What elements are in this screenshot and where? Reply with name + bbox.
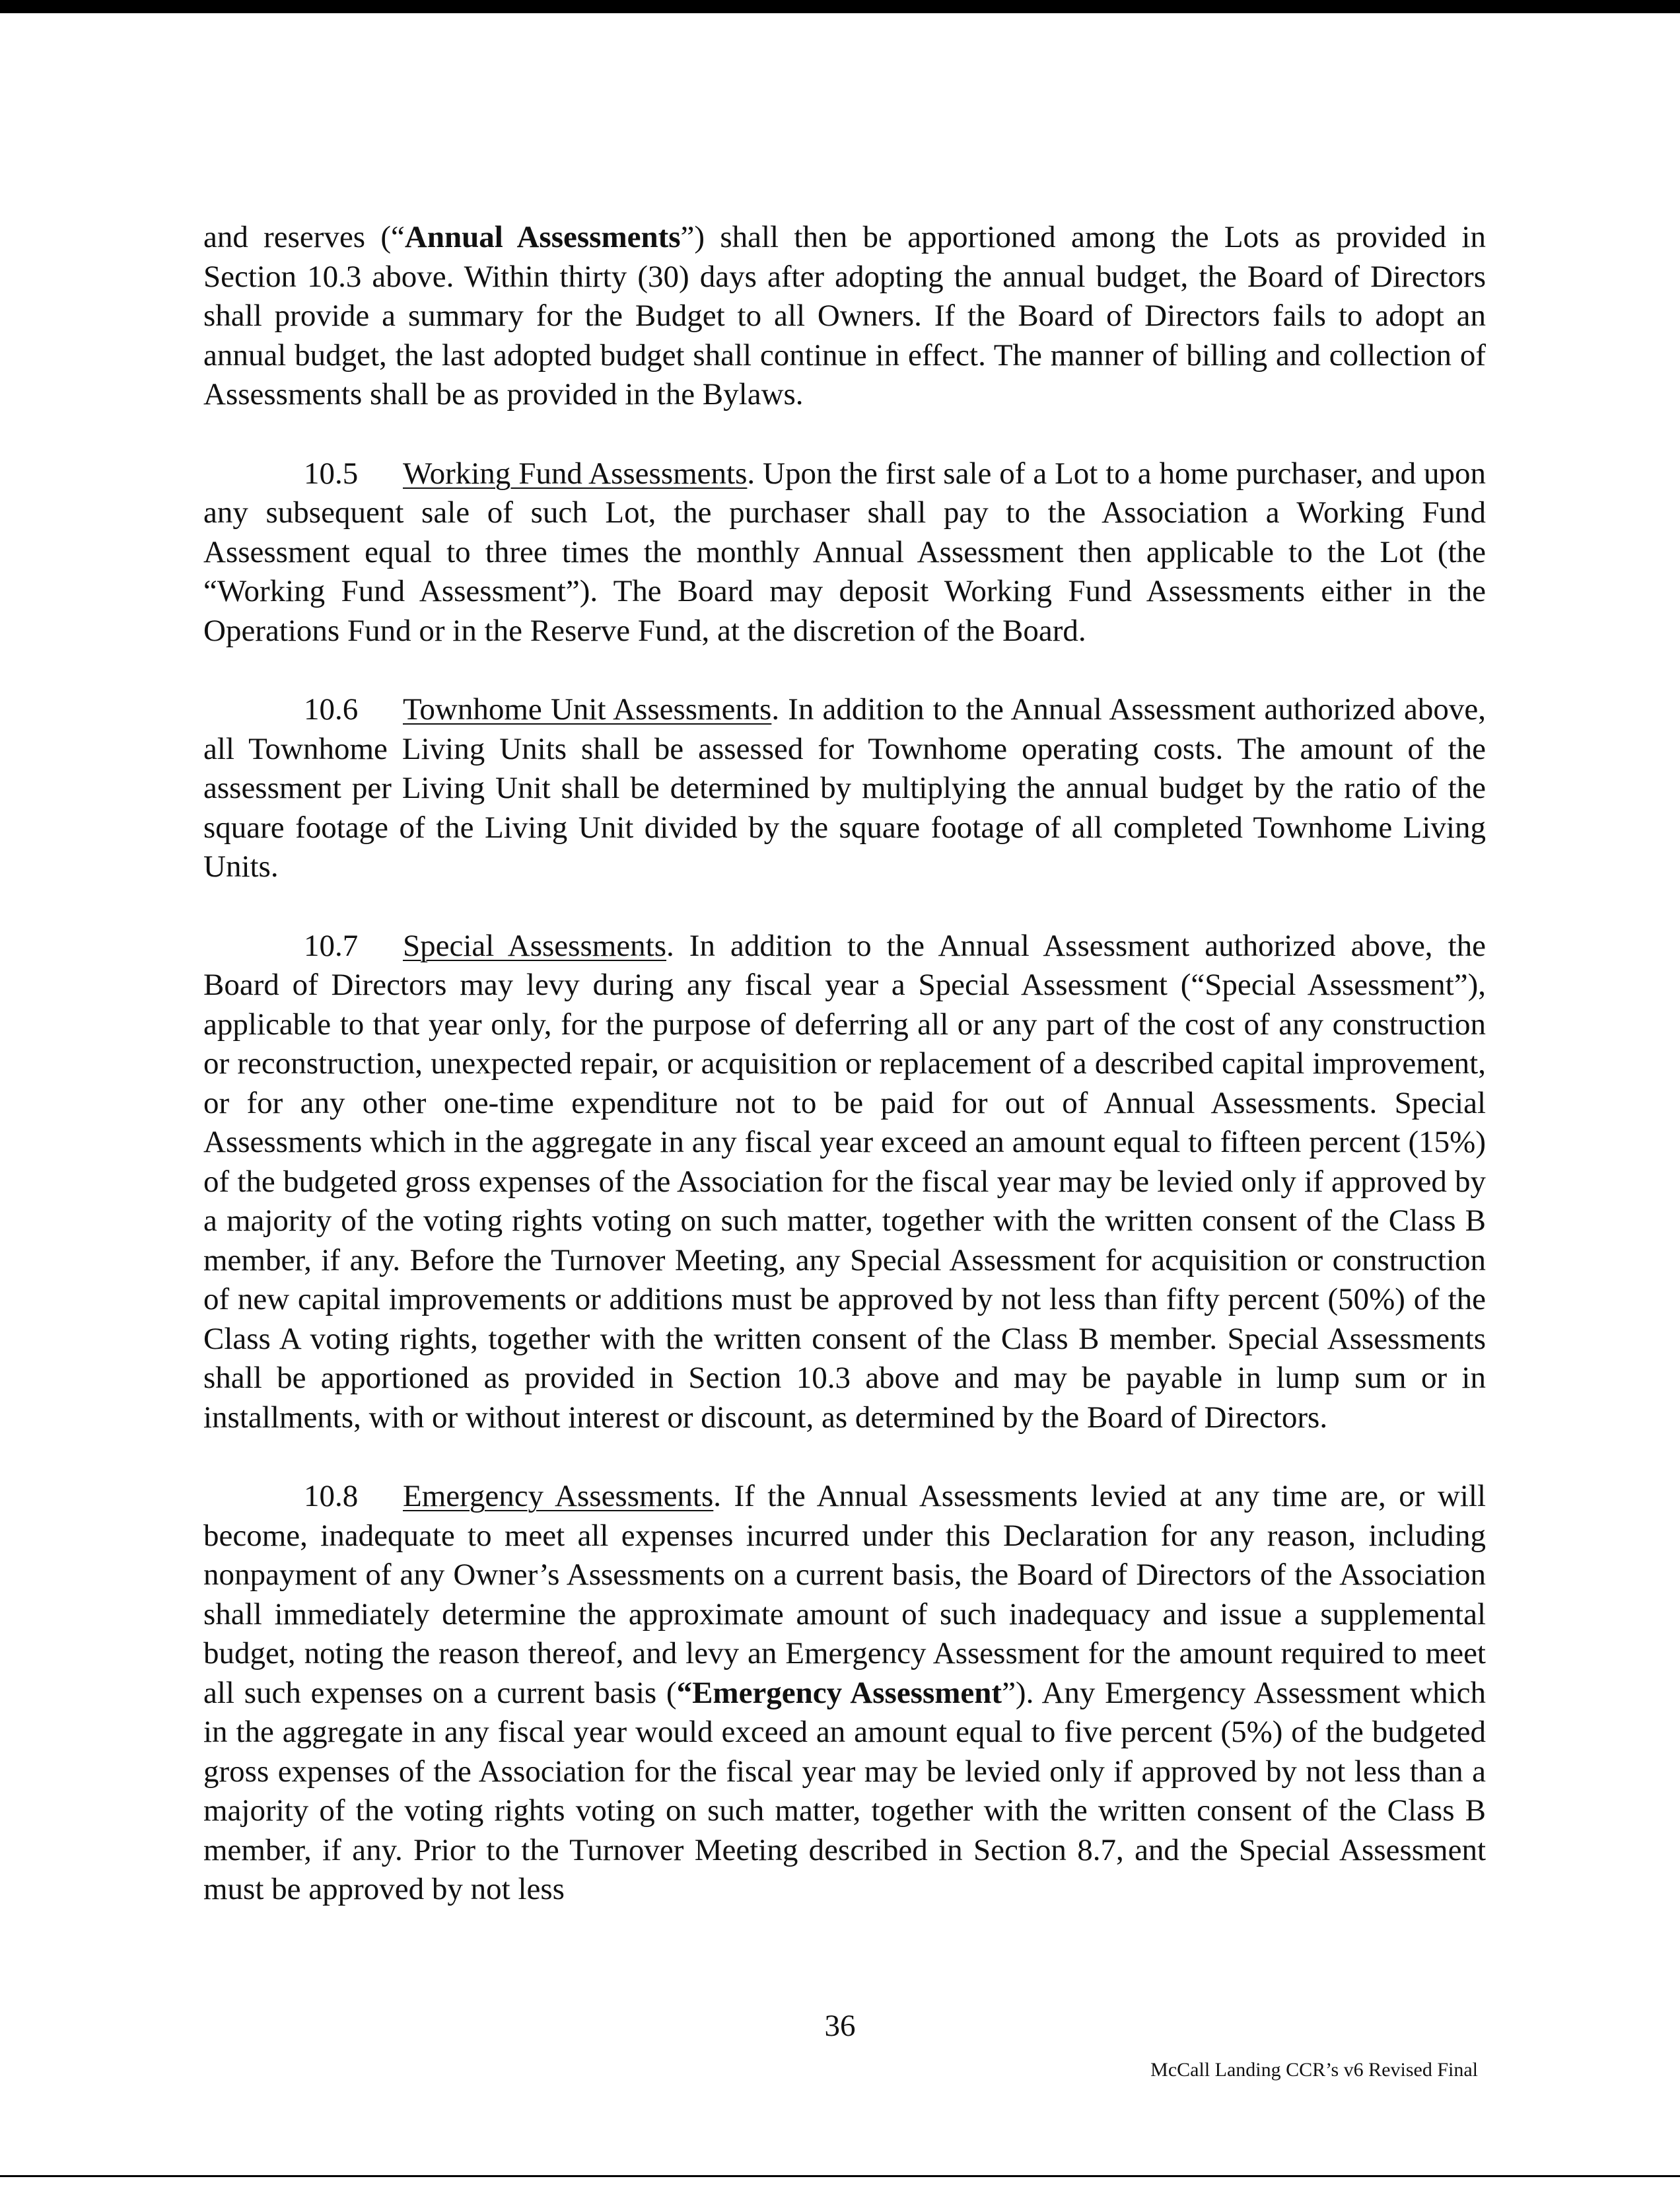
- section-text-2: ”). Any Emergency Assessment which in the aggregate in any fiscal year would exceed an amount equal to five percent (5%) of the budgeted gross expenses of the Association for the fiscal year may be levied only if approved by not less than a majority of the voting rights voting on such matter, together with the written consent of the Class B member, if any. Prior to the Turnover Meeting described in Section 8.7, and the Special Assessment must be approved by not less: [203, 1675, 1486, 1906]
- intro-defined-term: Annual Assessments: [404, 220, 681, 254]
- intro-text-2: ”) shall then be apportioned among the Lots as provided in Section 10.3 above. Within thirty (30) days after adopting the annual budget, the Board of Directors shall provide a summary for the Budget to all Owners. If the Board of Directors fails to adopt an annual budget, the last adopted budget shall continue in effect. The manner of billing and collection of Assessments shall be as provided in the Bylaws.: [203, 220, 1486, 412]
- section-text: . Upon the first sale of a Lot to a home purchaser, and upon any subsequent sale of such Lot, the purchaser shall pay to the Association a Working Fund Assessment equal to three times the monthly Annual Assessment then applicable to the Lot (the “Working Fund Assessment”). The Board may deposit Working Fund Assessments either in the Operations Fund or in the Reserve Fund, at the discretion of the Board.: [203, 456, 1486, 648]
- section-10-6: [203, 690, 1486, 887]
- section-heading: Special Assessments: [403, 928, 667, 963]
- section-number: 10.6: [304, 692, 359, 727]
- bottom-scan-border: [0, 2175, 1680, 2177]
- document-body: [203, 218, 1486, 1949]
- section-text-1: . If the Annual Assessments levied at any time are, or will become, inadequate to meet all expenses incurred under this Declaration for any reason, including nonpayment of any Owner’s Assessments on a current basis, the Board of Directors of the Association shall immediately determine the approximate amount of such inadequacy and issue a supplemental budget, noting the reason thereof, and levy an Emergency Assessment for the amount required to meet all such expenses on a current basis (: [203, 1479, 1487, 1710]
- section-heading: Emergency Assessments: [403, 1479, 714, 1513]
- section-10-5: [203, 454, 1486, 651]
- paragraph-intro: [203, 218, 1486, 415]
- section-number: 10.8: [304, 1479, 359, 1513]
- intro-text-1: and reserves (“: [203, 220, 405, 254]
- section-text: . In addition to the Annual Assessment authorized above, the Board of Directors may levy during any fiscal year a Special Assessment (“Special Assessment”), applicable to that year only, for the purpose of deferring all or any part of the cost of any construction or reconstruction, unexpected repair, or acquisition or replacement of a described capital improvement, or for any other one-time expenditure not to be paid for out of Annual Assessments. Special Assessments which in the aggregate in any fiscal year exceed an amount equal to fifteen percent (15%) of the budgeted gross expenses of the Association for the fiscal year may be levied only if approved by a majority of the voting rights voting on such matter, together with the written consent of the Class B member, if any. Before the Turnover Meeting, any Special Assessment for acquisition or construction of new capital improvements or additions must be approved by not less than fifty percent (50%) of the Class A voting rights, together with the written consent of the Class B member. Special Assessments shall be apportioned as provided in Section 10.3 above and may be payable in lump sum or in installments, with or without interest or discount, as determined by the Board of Directors.: [203, 928, 1486, 1435]
- section-defined-term: “Emergency Assessment: [676, 1675, 1002, 1710]
- section-heading: Working Fund Assessments: [403, 456, 748, 491]
- section-heading: Townhome Unit Assessments: [403, 692, 772, 727]
- top-scan-border: [0, 0, 1680, 13]
- section-10-7: [203, 927, 1486, 1438]
- footer-document-name: McCall Landing CCR’s v6 Revised Final: [1150, 2059, 1478, 2081]
- section-10-8: [203, 1477, 1486, 1910]
- page-number: 36: [824, 2009, 856, 2043]
- section-number: 10.5: [304, 456, 359, 491]
- section-number: 10.7: [304, 928, 359, 963]
- section-text: . In addition to the Annual Assessment authorized above, all Townhome Living Units shall be assessed for Townhome operating costs. The amount of the assessment per Living Unit shall be determined by multiplying the annual budget by the ratio of the square footage of the Living Unit divided by the square footage of all completed Townhome Living Units.: [203, 692, 1486, 884]
